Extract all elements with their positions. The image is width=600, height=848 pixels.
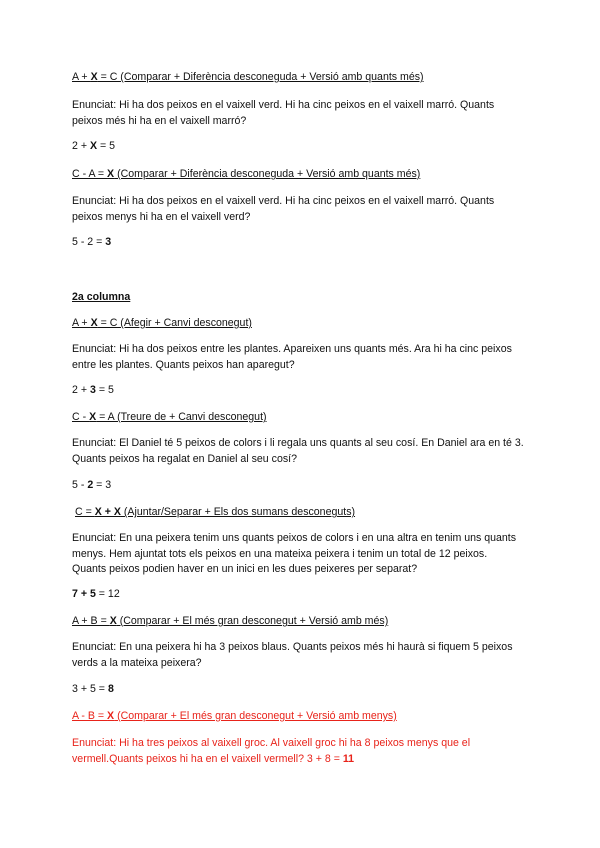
heading-text: A + xyxy=(72,71,91,83)
problem-statement: Enunciat: Hi ha dos peixos en el vaixell verd. Hi ha cinc peixos en el vaixell marró. Quants peixos menys hi ha en el vaixell verd? xyxy=(72,195,495,223)
heading-comparar-mes: A + B = X (Comparar + El més gran desconegut + Versió amb més) xyxy=(72,615,389,627)
equation: 5 - 2 = 3 xyxy=(72,236,112,248)
problem-statement: Enunciat: El Daniel té 5 peixos de colors i li regala uns quants al seu cosí. En Daniel ara en té 3. Quants peixos ha regalat en Daniel al seu cosí? xyxy=(72,437,524,465)
equation: 2 + X = 5 xyxy=(72,140,116,152)
equation: 7 + 5 = 12 xyxy=(72,588,120,600)
heading-text: = C (Comparar + Diferència desconeguda + Versió amb quants més) xyxy=(97,71,424,83)
equation: 5 - 2 = 3 xyxy=(72,479,112,491)
problem-statement: Enunciat: En una peixera hi ha 3 peixos blaus. Quants peixos més hi haurà si fiquem 5 peixos verds a la mateixa peixera? xyxy=(72,641,513,669)
heading-ajuntar: C = X + X (Ajuntar/Separar + Els dos sumans desconeguts) xyxy=(75,506,356,518)
heading-a-plus-x xyxy=(72,70,424,85)
equation: 3 + 5 = 8 xyxy=(72,683,114,695)
heading-unknown: X xyxy=(90,71,98,83)
section-title: 2a columna xyxy=(72,291,131,303)
heading-comparar-menys: A - B = X (Comparar + El més gran desconegut + Versió amb menys) xyxy=(72,710,397,722)
heading-afegir: A + X = C (Afegir + Canvi desconegut) xyxy=(72,317,252,329)
heading-c-minus-a: C - A = X (Comparar + Diferència desconeguda + Versió amb quants més) xyxy=(72,168,421,180)
problem-statement: Enunciat: Hi ha dos peixos en el vaixell verd. Hi ha cinc peixos en el vaixell marró. Quants peixos més hi ha en el vaixell marró? xyxy=(72,99,495,127)
problem-statement-red: Enunciat: Hi ha tres peixos al vaixell groc. Al vaixell groc hi ha 8 peixos menys que el vermell.Quants peixos hi ha en el vaixell vermell? 3 + 8 = 11 xyxy=(72,737,471,765)
equation: 2 + 3 = 5 xyxy=(72,384,114,396)
problem-statement: Enunciat: En una peixera tenim uns quants peixos de colors i en una altra en tenim uns quants menys. Hem ajuntat tots els peixos en una mateixa peixera i tenim un total de 12 peixos. Quants peixos podien haver en un inici en les dues peixeres per separat? xyxy=(72,532,517,575)
heading-treure: C - X = A (Treure de + Canvi desconegut) xyxy=(72,411,267,423)
problem-statement: Enunciat: Hi ha dos peixos entre les plantes. Apareixen uns quants més. Ara hi ha cinc peixos entre les plantes. Quants peixos han aparegut? xyxy=(72,343,512,371)
